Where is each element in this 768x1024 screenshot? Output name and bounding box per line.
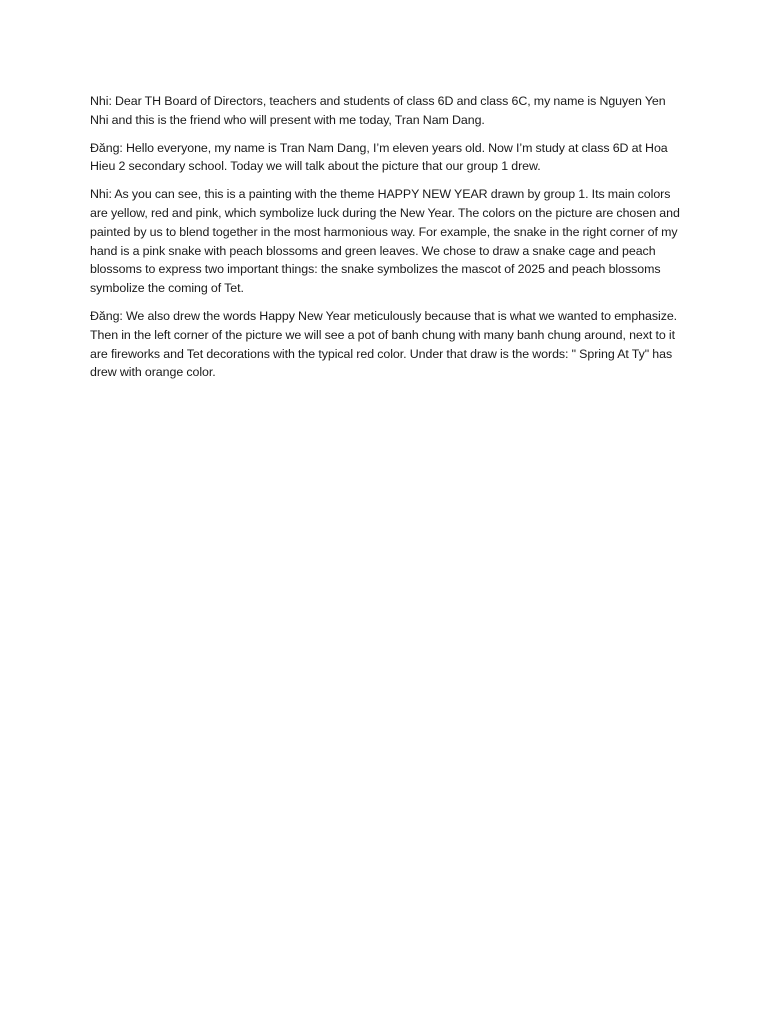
paragraph-nhi-painting: Nhi: As you can see, this is a painting with the theme HAPPY NEW YEAR drawn by group 1. Its main colors are yellow, red and pink, which symbolize luck during the New Year. The colors on the picture are chosen and painted by us to blend together in the most harmonious way. For example, the snake in the right corner of my hand is a pink snake with peach blossoms and green leaves. We chose to draw a snake cage and peach blossoms to express two important things: the snake symbolizes the mascot of 2025 and peach blossoms symbolize the coming of Tet. xyxy=(90,187,680,296)
document-body xyxy=(90,92,680,391)
paragraph-nhi-intro: Nhi: Dear TH Board of Directors, teachers and students of class 6D and class 6C, my name is Nguyen Yen Nhi and this is the friend who will present with me today, Tran Nam Dang. xyxy=(90,94,666,127)
paragraph-dang-words: Đăng: We also drew the words Happy New Year meticulously because that is what we wanted to emphasize. Then in the left corner of the picture we will see a pot of banh chung with many banh chung around, next to it are fireworks and Tet decorations with the typical red color. Under that draw is the words: " Spring At Ty" has drew with orange color. xyxy=(90,308,678,380)
paragraph-dang-intro: Đăng: Hello everyone, my name is Tran Nam Dang, I’m eleven years old. Now I’m study at class 6D at Hoa Hieu 2 secondary school. Today we will talk about the picture that our group 1 drew. xyxy=(90,140,668,174)
